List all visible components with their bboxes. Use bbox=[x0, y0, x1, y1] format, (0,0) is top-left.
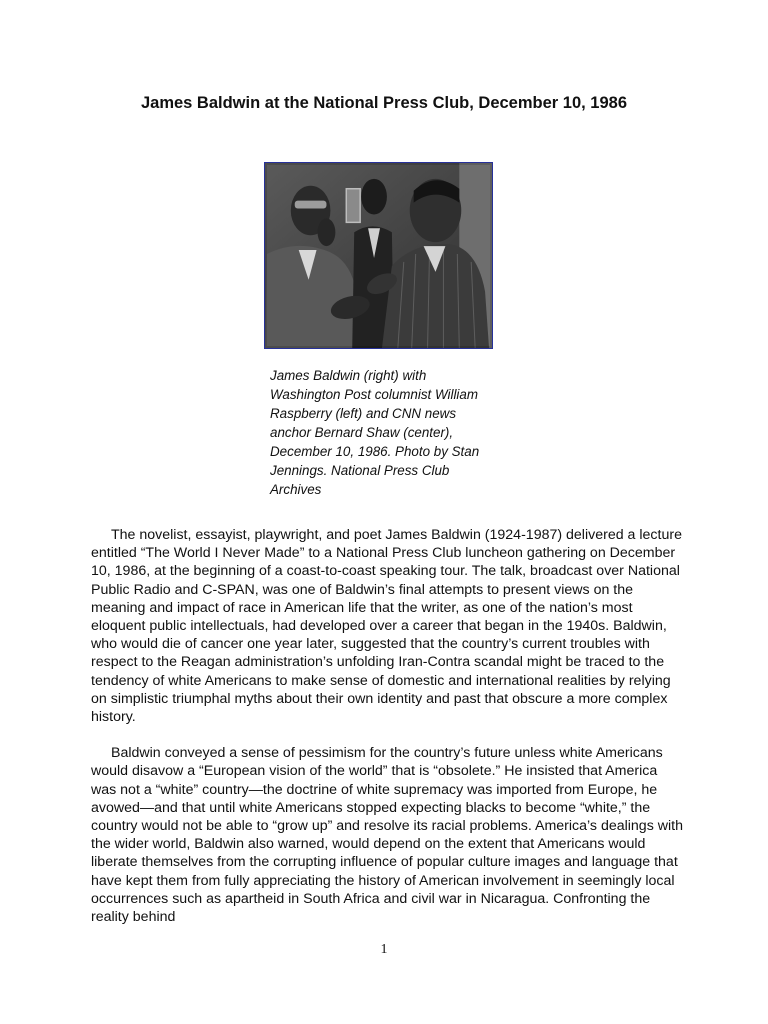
photo-caption: James Baldwin (right) with Washington Post columnist William Raspberry (left) and CNN news anchor Bernard Shaw (center), December 10, 1986. Photo by Stan Jennings. National Press Club Archives bbox=[270, 368, 480, 497]
article-body bbox=[91, 526, 683, 944]
page-number: 1 bbox=[380, 942, 388, 957]
body-paragraph: The novelist, essayist, playwright, and poet James Baldwin (1924-1987) delivered a lecture entitled “The World I Never Made” to a National Press Club luncheon gathering on December 10, 1986, at the beginning of a coast-to-coast speaking tour. The talk, broadcast over National Public Radio and C-SPAN, was one of Baldwin’s final attempts to present views on the meaning and impact of race in American life that the writer, as one of the nation’s most eloquent public intellectuals, had developed over a career that began in the 1940s. Baldwin, who would die of cancer one year later, suggested that the country’s current troubles with respect to the Reagan administration’s unfolding Iran-Contra scandal might be traced to the tendency of white Americans to make sense of domestic and international realities by relying on simplistic triumphal myths about their own identity and past that obscure a more complex history. bbox=[91, 527, 682, 726]
page-title: James Baldwin at the National Press Club, December 10, 1986 bbox=[140, 94, 628, 112]
body-paragraph: Baldwin conveyed a sense of pessimism for the country’s future unless white Americans would disavow a “European vision of the world” that is “obsolete.” He insisted that America was not a “white” country—the doctrine of white supremacy was imported from Europe, he avowed—and that until white Americans stopped expecting blacks to become “white,” the country would not be able to “grow up” and resolve its racial problems. America’s dealings with the wider world, Baldwin also warned, would depend on the extent that Americans would liberate themselves from the corrupting influence of popular culture images and language that have kept them from fully appreciating the history of American involvement in seemingly local occurrences such as apartheid in South Africa and civil war in Nicaragua. Confronting the reality behind bbox=[91, 745, 683, 926]
press-club-photo bbox=[264, 162, 493, 349]
